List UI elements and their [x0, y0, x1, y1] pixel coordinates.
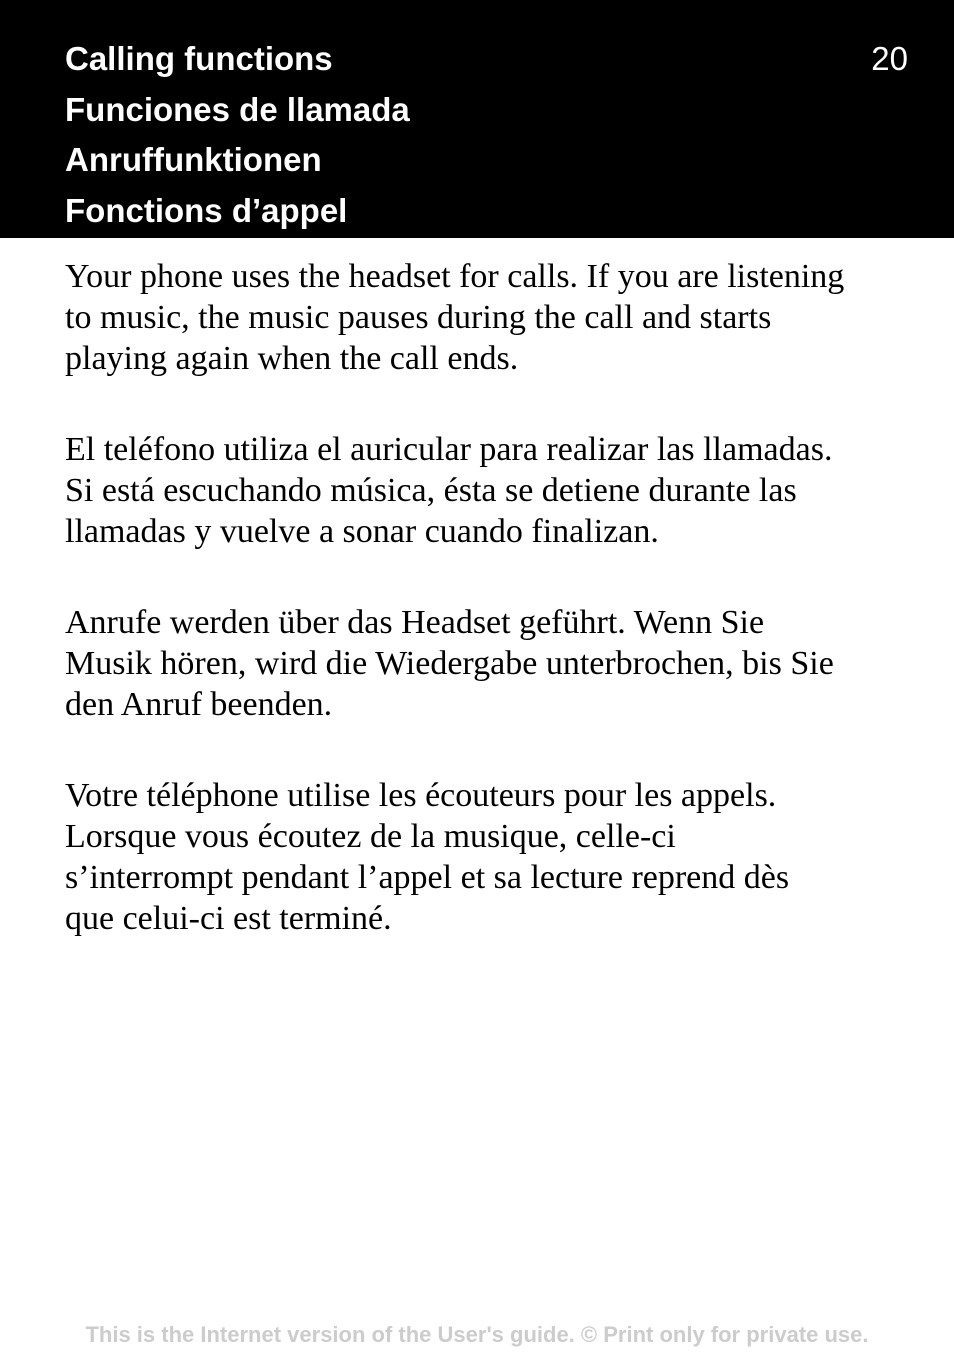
paragraph-spanish: [65, 429, 895, 552]
text-line: den Anruf beenden.: [65, 686, 333, 723]
text-line: Lorsque vous écoutez de la musique, celle-ci: [65, 818, 676, 855]
paragraph-english: [65, 256, 895, 379]
text-line: Si está escuchando música, ésta se detiene durante las: [65, 472, 797, 509]
section-title-english: Calling functions: [65, 40, 333, 77]
paragraph-german: [65, 602, 895, 725]
text-line: playing again when the call ends.: [65, 340, 519, 377]
text-line: s’interrompt pendant l’appel et sa lecture reprend dès: [65, 859, 790, 896]
text-line: que celui-ci est terminé.: [65, 900, 392, 937]
page-header: [0, 0, 954, 238]
section-title-german: Anruffunktionen: [65, 141, 322, 178]
text-line: Your phone uses the headset for calls. If you are listening: [65, 258, 845, 295]
section-title-spanish: Funciones de llamada: [65, 90, 410, 128]
text-line: to music, the music pauses during the call and starts: [65, 299, 772, 336]
paragraph-french: [65, 775, 895, 939]
text-line: llamadas y vuelve a sonar cuando finalizan.: [65, 513, 659, 550]
page-number: 20: [871, 40, 908, 77]
text-line: El teléfono utiliza el auricular para realizar las llamadas.: [65, 431, 833, 468]
section-titles: [65, 34, 410, 236]
text-line: Votre téléphone utilise les écouteurs pour les appels.: [65, 777, 777, 814]
text-line: Musik hören, wird die Wiedergabe unterbrochen, bis Sie: [65, 645, 834, 682]
text-line: Anrufe werden über das Headset geführt. Wenn Sie: [65, 604, 765, 641]
footer-notice: This is the Internet version of the User's guide. © Print only for private use.: [85, 1322, 869, 1347]
section-title-french: Fonctions d’appel: [65, 191, 348, 229]
body-content: [65, 256, 895, 989]
